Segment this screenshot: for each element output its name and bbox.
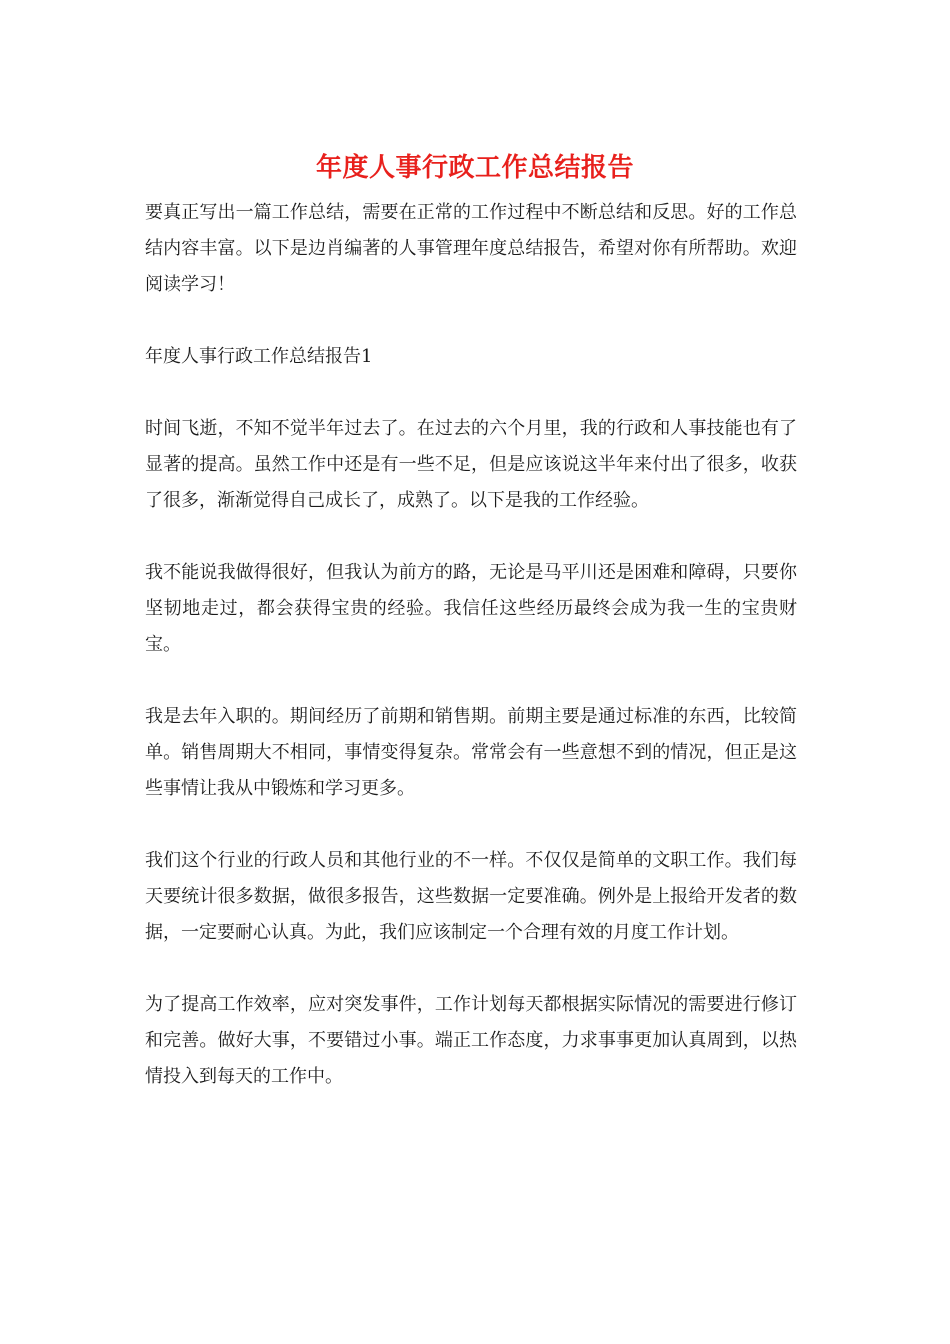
body-paragraph: 我们这个行业的行政人员和其他行业的不一样。不仅仅是简单的文职工作。我们每天要统计很多数据，做很多报告，这些数据一定要准确。例外是上报给开发者的数据，一定要耐心认真。为此，我们应该制定一个合理有效的月度工作计划。 — [145, 850, 797, 943]
body-paragraph: 我不能说我做得很好，但我认为前方的路，无论是马平川还是困难和障碍，只要你坚韧地走过，都会获得宝贵的经验。我信任这些经历最终会成为我一生的宝贵财宝。 — [145, 562, 797, 655]
document-body — [145, 195, 797, 1095]
paragraph-spacer — [145, 951, 797, 987]
paragraph-spacer — [145, 303, 797, 339]
body-paragraph: 我是去年入职的。期间经历了前期和销售期。前期主要是通过标准的东西，比较简单。销售周期大不相同，事情变得复杂。常常会有一些意想不到的情况，但正是这些事情让我从中锻炼和学习更多。 — [145, 706, 797, 799]
paragraph-spacer — [145, 519, 797, 555]
intro-paragraph: 要真正写出一篇工作总结，需要在正常的工作过程中不断总结和反思。好的工作总结内容丰富。以下是边肖编著的人事管理年度总结报告，希望对你有所帮助。欢迎阅读学习！ — [145, 202, 797, 295]
section-heading: 年度人事行政工作总结报告1 — [145, 346, 373, 367]
paragraph-spacer — [145, 807, 797, 843]
body-paragraph: 为了提高工作效率，应对突发事件，工作计划每天都根据实际情况的需要进行修订和完善。做好大事，不要错过小事。端正工作态度，力求事事更加认真周到，以热情投入到每天的工作中。 — [145, 994, 797, 1087]
paragraph-spacer — [145, 663, 797, 699]
document-title: 年度人事行政工作总结报告 — [315, 153, 634, 183]
body-paragraph: 时间飞逝，不知不觉半年过去了。在过去的六个月里，我的行政和人事技能也有了显著的提高。虽然工作中还是有一些不足，但是应该说这半年来付出了很多，收获了很多，渐渐觉得自己成长了，成熟了。以下是我的工作经验。 — [145, 418, 797, 511]
paragraph-spacer — [145, 375, 797, 411]
